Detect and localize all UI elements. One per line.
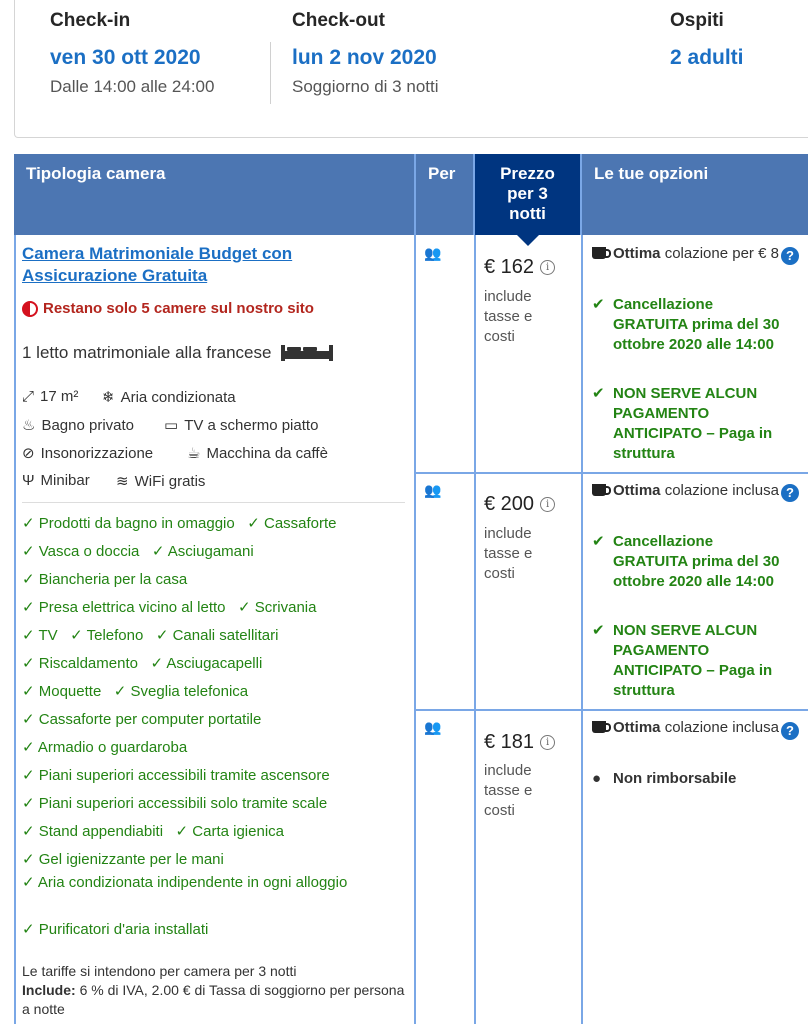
table-header [14, 154, 808, 235]
facility-coffee: ☕ Macchina da caffè [187, 444, 328, 462]
grid-line [581, 235, 583, 1024]
amenity-row: ✓ Cassaforte per computer portatile [22, 711, 262, 728]
facility-area: ⤢ 17 m² [22, 388, 79, 405]
help-icon[interactable]: ? [781, 484, 799, 502]
checkmark-icon: ✔ [592, 533, 605, 550]
header-price[interactable]: Prezzo per 3 notti [475, 154, 582, 235]
header-per: Per [416, 154, 475, 235]
breakfast-option: Ottima colazione per € 8 [592, 244, 782, 264]
non-refundable-option: ● Non rimborsabile [592, 770, 737, 787]
amenity-row: ✓ Riscaldamento ✓ Asciugacapelli [22, 655, 263, 672]
prepayment-option: ✔ NON SERVE ALCUN PAGAMENTO ANTICIPATO – Paga in struttura [592, 385, 773, 462]
prepayment-option: ✔ NON SERVE ALCUN PAGAMENTO ANTICIPATO – Paga in struttura [592, 622, 773, 699]
checkmark-icon: ✔ [592, 296, 605, 313]
amenity-row: ✓ Moquette ✓ Sveglia telefonica [22, 683, 249, 700]
checkout-stay: Soggiorno di 3 notti [292, 77, 439, 96]
checkmark-icon: ✔ [592, 385, 605, 402]
amenity-row: ✓ Armadio o guardaroba [22, 739, 188, 756]
minibar-icon: Ψ [22, 472, 35, 489]
amenity-row: ✓ Purificatori d'aria installati [22, 921, 209, 938]
coffee-machine-icon: ☕ [187, 445, 201, 462]
bed-icon [279, 343, 335, 363]
guests-value[interactable]: 2 adulti [670, 46, 744, 69]
coffee-cup-icon [592, 484, 606, 496]
checkmark-icon: ✔ [592, 622, 605, 639]
row-divider [414, 472, 808, 474]
booking-summary [14, 0, 808, 138]
facility-soundproof: ⊘ Insonorizzazione [22, 444, 154, 462]
header-room-type: Tipologia camera [14, 154, 416, 235]
facility-tv: ▭ TV a schermo piatto [164, 416, 319, 434]
breakfast-option: Ottima colazione inclusa [592, 481, 782, 501]
amenity-row: ✓ Presa elettrica vicino al letto ✓ Scrivania [22, 599, 317, 616]
coffee-cup-icon [592, 247, 606, 259]
amenity-row: ✓ Vasca o doccia ✓ Asciugamani [22, 543, 254, 560]
amenity-row: ✓ Stand appendiabiti ✓ Carta igienica [22, 823, 284, 840]
checkout-label: Check-out [292, 10, 385, 31]
info-icon[interactable]: i [540, 497, 555, 512]
amenity-row: ✓ Gel igienizzante per le mani [22, 851, 224, 868]
rate-note: Le tariffe si intendono per camera per 3 notti Include: 6 % di IVA, 2.00 € di Tassa di soggiorno per persona a notte [22, 963, 405, 1017]
snowflake-icon: ❄ [102, 389, 115, 406]
wifi-icon: ≋ [116, 473, 129, 490]
amenity-row: ✓ Piani superiori accessibili tramite ascensore [22, 767, 330, 784]
facility-ac: ❄ Aria condizionata [102, 388, 236, 406]
facility-wifi: ≋ WiFi gratis [116, 472, 206, 490]
checkout-block [292, 0, 439, 97]
tv-icon: ▭ [164, 417, 179, 434]
info-icon[interactable]: i [540, 735, 555, 750]
area-icon: ⤢ [22, 388, 35, 405]
header-options: Le tue opzioni [594, 164, 709, 183]
facility-minibar: Ψ Minibar [22, 472, 90, 489]
checkin-time: Dalle 14:00 alle 24:00 [50, 77, 215, 96]
bed-info: 1 letto matrimoniale alla francese [22, 343, 335, 363]
room-name-link[interactable]: Camera Matrimoniale Budget con Assicurazione Gratuita [22, 244, 293, 285]
summary-divider [270, 42, 271, 104]
breakfast-option: Ottima colazione inclusa [592, 718, 782, 738]
grid-line [414, 235, 416, 1024]
row-divider [414, 709, 808, 711]
occupancy-icon: 👥 [424, 482, 440, 498]
soundproof-icon: ⊘ [22, 445, 35, 462]
occupancy-icon: 👥 [424, 719, 440, 735]
rate-price: € 200 i [484, 493, 555, 516]
rate-price: € 162 i [484, 256, 555, 279]
amenity-row: ✓ Prodotti da bagno in omaggio ✓ Cassaforte [22, 515, 337, 532]
amenity-row: ✓ Biancheria per la casa [22, 571, 188, 588]
rate-taxes: include tasse e costi [484, 288, 533, 345]
amenity-row: ✓ Aria condizionata indipendente in ogni alloggio [22, 874, 348, 891]
cancellation-option: ✔ Cancellazione GRATUITA prima del 30 ottobre 2020 alle 14:00 [592, 533, 780, 590]
grid-line [474, 235, 476, 1024]
grid-line [14, 235, 16, 1024]
amenity-row: ✓ Piani superiori accessibili solo tramite scale [22, 795, 328, 812]
amenity-row: ✓ TV ✓ Telefono ✓ Canali satellitari [22, 627, 279, 644]
sort-arrow-icon [517, 235, 539, 246]
coffee-cup-icon [592, 721, 606, 733]
guests-label: Ospiti [670, 10, 724, 31]
help-icon[interactable]: ? [781, 722, 799, 740]
rate-taxes: include tasse e costi [484, 525, 533, 582]
shower-icon: ♨ [22, 417, 36, 434]
info-icon[interactable]: i [540, 260, 555, 275]
rate-taxes: include tasse e costi [484, 762, 533, 819]
checkin-block [50, 0, 214, 97]
help-icon[interactable]: ? [781, 247, 799, 265]
checkout-date[interactable]: lun 2 nov 2020 [292, 46, 437, 69]
facility-bathroom: ♨ Bagno privato [22, 416, 135, 434]
cancellation-option: ✔ Cancellazione GRATUITA prima del 30 ottobre 2020 alle 14:00 [592, 296, 780, 353]
bullet-icon: ● [592, 770, 602, 787]
occupancy-icon: 👥 [424, 245, 440, 261]
rate-price: € 181 i [484, 731, 555, 754]
scarcity-message: Restano solo 5 camere sul nostro sito [22, 300, 314, 317]
guests-block [670, 0, 744, 70]
facilities-divider [22, 502, 405, 503]
half-circle-icon [22, 301, 38, 317]
checkin-label: Check-in [50, 10, 131, 31]
checkin-date[interactable]: ven 30 ott 2020 [50, 46, 201, 69]
